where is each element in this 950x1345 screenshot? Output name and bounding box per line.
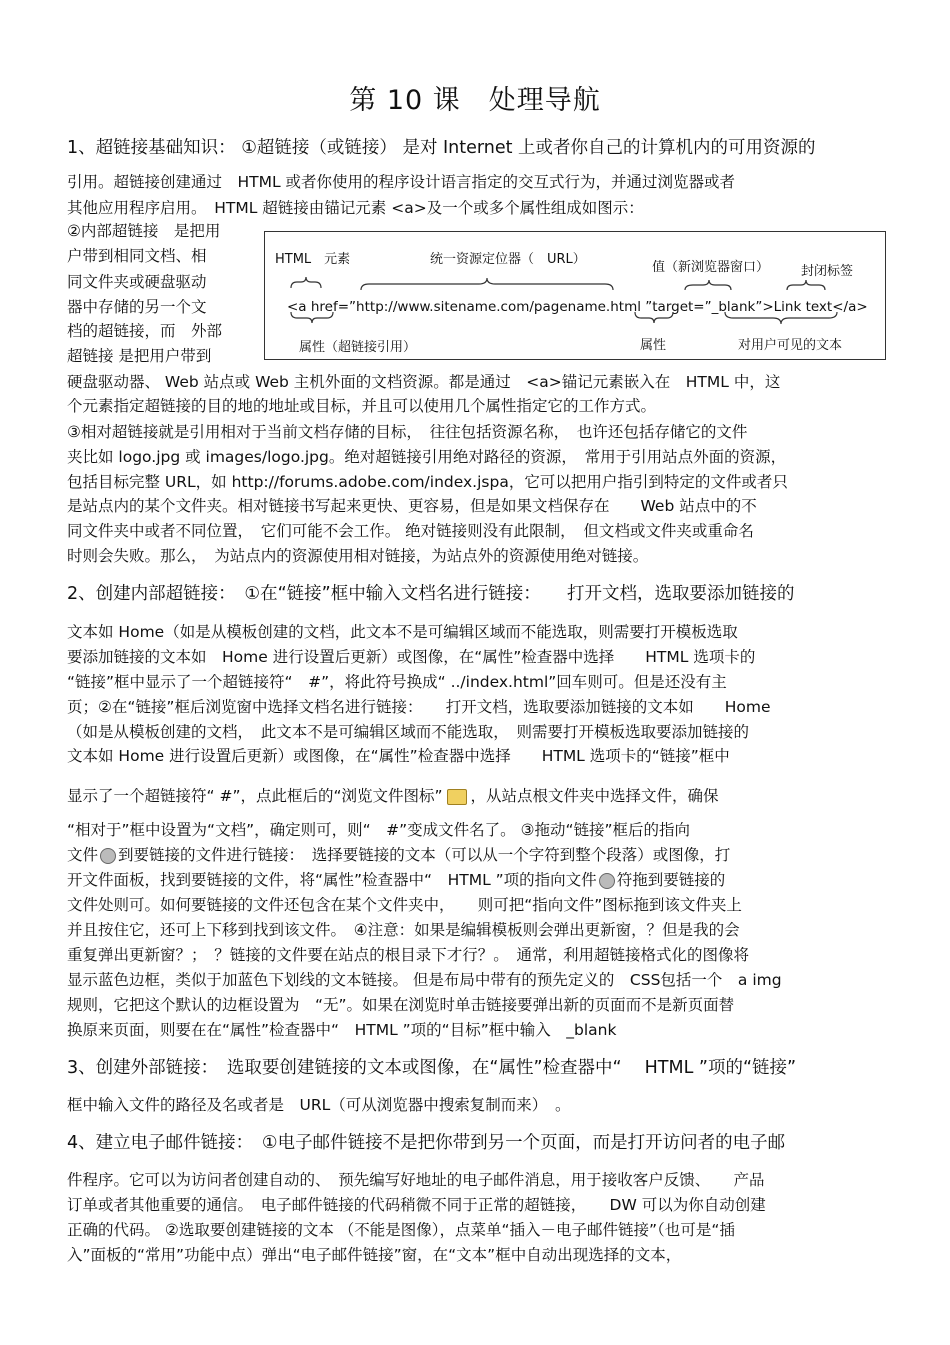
label-closing-tag: 封闭标签 <box>801 264 854 279</box>
page-title: 第 10 课 处理导航 <box>349 85 601 116</box>
text-line <box>67 786 719 806</box>
text-line: 引用。超链接创建通过 HTML 或者你使用的程序设计语言指定的交互式行为，并通过浏览器或者 <box>67 173 736 191</box>
text-span: 符拖到要链接的 <box>616 871 726 889</box>
text-line: 显示蓝色边框，类似于加蓝色下划线的文本链接。 但是布局中带有的预先定义的 CSS包括一个 a img <box>67 971 782 989</box>
text-line: 入”面板的“常用”功能中点）弹出“电子邮件链接”窗，在“文本”框中自动出现选择的文本， <box>67 1246 682 1264</box>
label-href-attribute: 属性（超链接引用） <box>299 340 417 355</box>
text-span: 文件 <box>67 846 99 864</box>
text-line: 夹比如 logo.jpg 或 images/logo.jpg。绝对超链接引用绝对路径的资源， 常用于引用站点外面的资源， <box>67 448 787 466</box>
text-line: 文件处则可。如何要链接的文件还包含在某个文件夹中， 则可把“指向文件”图标拖到该文件夹上 <box>67 896 742 914</box>
section-2-line: 2、创建内部超链接： ①在“链接”框中输入文档名进行链接： 打开文档，选取要添加链接的 <box>67 584 795 604</box>
label-attribute: 属性 <box>640 338 667 353</box>
text-line: 同文件夹或硬盘驱动 <box>67 273 207 291</box>
point-to-file-icon <box>100 848 116 864</box>
anchor-element-diagram <box>264 231 886 360</box>
text-line: 包括目标完整 URL，如 http://forums.adobe.com/index.jspa，它可以把用户指引到特定的文件或者只 <box>67 473 788 491</box>
label-visible-text: 对用户可见的文本 <box>738 338 843 353</box>
text-line: 同文件夹中或者不同位置， 它们可能不会工作。 绝对链接则没有此限制， 但文档或文件夹或重命名 <box>67 522 754 540</box>
text-line <box>67 845 730 865</box>
text-line: ②内部超链接 是把用 <box>67 222 221 240</box>
text-span: 开文件面板，找到要链接的文件，将“属性”检查器中“ HTML ”项的指向文件 <box>67 871 597 889</box>
text-line: 订单或者其他重要的通信。 电子邮件链接的代码稍微不同于正常的超链接， DW 可以为你自动创建 <box>67 1196 766 1214</box>
text-line: 换原来页面，则要在在“属性”检查器中“ HTML ”项的“目标”框中输入 _blank <box>67 1021 617 1039</box>
text-line: 要添加链接的文本如 Home 进行设置后更新）或图像，在“属性”检查器中选择 HTML 选项卡的 <box>67 648 756 666</box>
text-line: 档的超链接，而 外部 <box>67 322 223 340</box>
label-value: 值（新浏览器窗口） <box>652 260 770 275</box>
section-4-line: 4、建立电子邮件链接： ①电子邮件链接不是把你带到另一个页面，而是打开访问者的电子邮 <box>67 1133 786 1153</box>
section-3-line: 3、创建外部链接： 选取要创建链接的文本或图像，在“属性”检查器中“ HTML ”项的“链接” <box>67 1058 797 1078</box>
text-span: 显示了一个超链接符“ #”，点此框后的“浏览文件图标” <box>67 787 443 805</box>
text-line: 器中存储的另一个文 <box>67 298 207 316</box>
text-line: 文本如 Home 进行设置后更新）或图像，在“属性”检查器中选择 HTML 选项卡的“链接”框中 <box>67 747 730 765</box>
text-line: 是站点内的某个文件夹。相对链接书写起来更快、更容易，但是如果文档保存在 Web 站点中的不 <box>67 497 757 515</box>
text-line: “链接”框中显示了一个超链接符“ #”，将此符号换成“ ../index.html”回车则可。但是还没有主 <box>67 673 727 691</box>
section-1-line: 1、超链接基础知识： ①超链接（或链接） 是对 Internet 上或者你自己的计算机内的可用资源的 <box>67 138 816 158</box>
text-line: 页；②在“链接”框后浏览窗中选择文档名进行链接： 打开文档，选取要添加链接的文本如 Home <box>67 698 771 716</box>
text-span: 到要链接的文件进行链接： 选择要链接的文本（可以从一个字符到整个段落）或图像，打 <box>118 846 731 864</box>
text-line: ③相对超链接就是引用相对于当前文档存储的目标， 往往包括资源名称， 也许还包括存储它的文件 <box>67 423 748 441</box>
text-line: 个元素指定超链接的目的地的地址或目标，并且可以使用几个属性指定它的工作方式。 <box>67 397 657 415</box>
text-line: 硬盘驱动器、 Web 站点或 Web 主机外面的文档资源。都是通过 <a>锚记元素嵌入在 HTML 中，这 <box>67 373 781 391</box>
text-line: “相对于”框中设置为“文档”，确定则可，则“ #”变成文件名了。 ③拖动“链接”框后的指向 <box>67 821 691 839</box>
text-line: 超链接 是把用户带到 <box>67 347 212 365</box>
text-line: 正确的代码。 ②选取要创建链接的文本 （不能是图像），点菜单“插入－电子邮件链接”（也可是“插 <box>67 1221 735 1239</box>
text-span: ，从站点根文件夹中选择文件，确保 <box>470 787 719 805</box>
label-html-element: HTML 元素 <box>275 252 351 267</box>
text-line <box>67 870 725 890</box>
point-to-file-icon <box>599 873 615 889</box>
text-line: 并且按住它，还可上下移到找到该文件。 ④注意：如果是编辑模板则会弹出更新窗，？但是我的会 <box>67 921 740 939</box>
anchor-code: <a href=”http://www.sitename.com/pagename.html ”target=”_blank”>Link text</a> <box>287 299 868 315</box>
text-line: 户带到相同文档、相 <box>67 247 207 265</box>
text-line: 框中输入文件的路径及名或者是 URL（可从浏览器中搜索复制而来） 。 <box>67 1096 571 1114</box>
text-line: 时则会失败。那么， 为站点内的资源使用相对链接，为站点外的资源使用绝对链接。 <box>67 547 649 565</box>
text-line: 文本如 Home（如是从模板创建的文档，此文本不是可编辑区域而不能选取，则需要打开模板选取 <box>67 623 738 641</box>
text-line: 其他应用程序启用。 HTML 超链接由锚记元素 <a>及一个或多个属性组成如图示： <box>67 199 644 217</box>
text-line: 重复弹出更新窗？； ？链接的文件要在站点的根目录下才行？。 通常，利用超链接格式化的图像将 <box>67 946 750 964</box>
text-line: 件程序。它可以为访问者创建自动的、 预先编写好地址的电子邮件消息，用于接收客户反馈、 产品 <box>67 1171 765 1189</box>
text-line: 规则，它把这个默认的边框设置为 “无”。如果在浏览时单击链接要弹出新的页面而不是新页面替 <box>67 996 735 1014</box>
text-line: （如是从模板创建的文档， 此文本不是可编辑区域而不能选取， 则需要打开模板选取要添加链接的 <box>67 723 750 741</box>
folder-icon <box>447 789 467 805</box>
label-url: 统一资源定位器（ URL） <box>430 252 586 267</box>
